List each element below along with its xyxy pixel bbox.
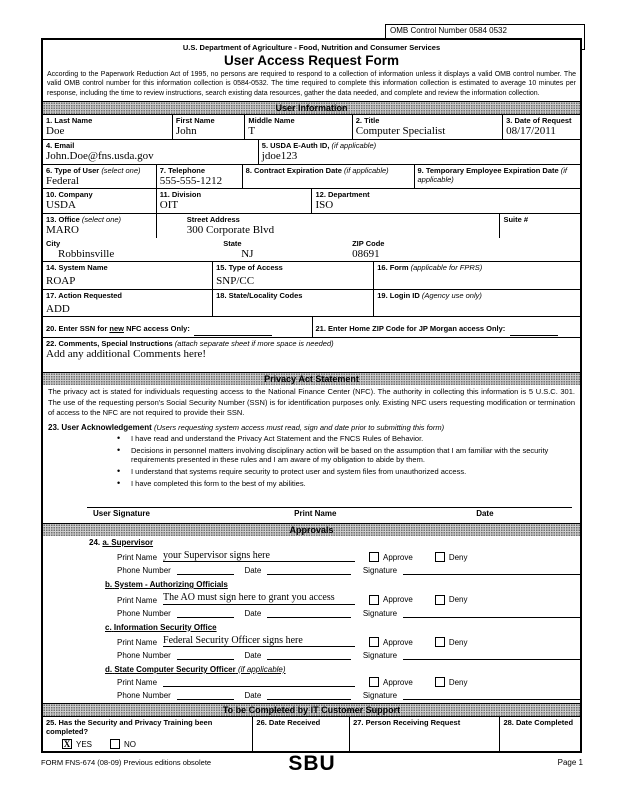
iso-approve-label: Approve (383, 637, 413, 647)
iso-phone-label: Phone Number (117, 651, 171, 661)
home-zip-field-line[interactable] (510, 326, 558, 336)
iso-phone-field-line[interactable] (177, 650, 235, 660)
scso-date-field-line[interactable] (267, 690, 350, 700)
telephone-label: 7. Telephone (159, 165, 206, 175)
ao-date-field-line[interactable] (267, 608, 350, 618)
field-date-of-request[interactable] (502, 115, 580, 139)
section-header-user-information: User Information (43, 101, 580, 114)
type-of-user-value[interactable]: Federal (46, 174, 79, 187)
ao-signature-label: Signature (362, 608, 398, 618)
supervisor-deny-label: Deny (448, 552, 468, 562)
form-fprs-label-text: 16. Form (377, 263, 409, 273)
field-suite[interactable] (499, 214, 580, 238)
type-of-user-label-note: (select one) (101, 165, 141, 175)
scso-deny-label: Deny (448, 677, 468, 687)
login-id-label-text: 19. Login ID (377, 290, 420, 300)
field-date-completed[interactable] (499, 717, 580, 751)
section-header-privacy-act: Privacy Act Statement (43, 372, 580, 385)
office-label-note: (select one) (81, 214, 122, 224)
training-yes-checkbox[interactable]: X (63, 739, 71, 750)
division-value[interactable]: OIT (159, 199, 179, 212)
acknowledgement-bullet-3: • I understand that systems require security to protect user and system files from unauthorized access. (43, 466, 580, 478)
it-support-row (43, 716, 580, 751)
supervisor-approve-checkbox[interactable] (369, 552, 379, 562)
division-label: 11. Division (159, 190, 202, 200)
ao-phone-label: Phone Number (117, 608, 171, 618)
office-label-text: 13. Office (46, 214, 80, 224)
zip-value[interactable]: 08691 (352, 247, 380, 260)
form-fprs-label (377, 263, 577, 272)
comments-value[interactable]: Add any additional Comments here! (46, 348, 207, 361)
approval-title-text-d: State Computer Security Officer (114, 665, 236, 675)
field-date-received[interactable] (252, 717, 349, 751)
supervisor-date-label: Date (244, 566, 262, 576)
department-label: 12. Department (315, 190, 370, 200)
field-type-of-user[interactable] (43, 165, 156, 189)
field-action-requested[interactable] (43, 290, 212, 317)
row-office (43, 213, 580, 238)
approval-block-authorizing-officials (43, 578, 580, 621)
iso-date-label: Date (244, 651, 262, 661)
training-yes-label: YES (76, 739, 93, 749)
field-zip[interactable] (349, 238, 580, 262)
supervisor-phone-date-signature-row (43, 565, 580, 575)
approval-title-text-b: System - Authorizing Officials (114, 580, 228, 590)
training-no-checkbox[interactable] (110, 739, 120, 749)
ssn-label-post: NFC access Only: (126, 324, 190, 334)
middle-name-label: Middle Name (248, 116, 295, 126)
ao-phone-date-signature-row (43, 608, 580, 618)
training-completed-label: 25. Has the Security and Privacy Training been completed? (46, 718, 213, 737)
iso-print-name-field[interactable] (163, 635, 355, 648)
action-requested-value[interactable]: ADD (46, 302, 70, 315)
first-name-label: First Name (175, 116, 215, 126)
contract-expiration-label-note: (if applicable) (344, 165, 389, 175)
eauth-label (262, 141, 577, 150)
office-label (46, 215, 153, 224)
scso-signature-label: Signature (362, 691, 398, 701)
supervisor-phone-label: Phone Number (117, 566, 171, 576)
field-department[interactable] (311, 189, 580, 213)
user-acknowledgement-note: (Users requesting system access must read, sign and date prior to submitting this form) (153, 422, 445, 432)
ao-approve-checkbox[interactable] (369, 595, 379, 605)
ao-signature-field-line[interactable] (403, 608, 580, 618)
eauth-label-text: 5. USDA E-Auth ID, (261, 140, 330, 150)
supervisor-print-name-field[interactable] (163, 550, 355, 563)
company-value[interactable]: USDA (46, 199, 76, 212)
ao-approve-option (369, 595, 413, 605)
eauth-value[interactable]: jdoe123 (261, 149, 298, 162)
form-title: User Access Request Form (223, 53, 400, 68)
supervisor-print-name-value: your Supervisor signs here (163, 549, 270, 561)
field-contract-expiration[interactable] (242, 165, 414, 189)
temp-expiration-label-note: (if applicable) (417, 165, 567, 184)
form-body (41, 38, 582, 753)
scso-approve-label: Approve (383, 677, 413, 687)
state-locality-codes-label: 18. State/Locality Codes (216, 290, 303, 300)
company-label: 10. Company (46, 190, 93, 200)
supervisor-print-name-label: Print Name (117, 553, 158, 563)
ssn-label-pre: 20. Enter SSN for (46, 324, 108, 334)
iso-date-field-line[interactable] (267, 650, 350, 660)
field-comments[interactable] (43, 338, 580, 372)
scso-deny-checkbox[interactable] (435, 677, 445, 687)
section-header-approvals: Approvals (43, 523, 580, 536)
iso-approve-checkbox[interactable] (369, 637, 379, 647)
field-ssn[interactable] (43, 317, 312, 337)
ao-approve-label: Approve (383, 595, 413, 605)
date-of-request-label: 3. Date of Request (506, 116, 572, 126)
iso-phone-date-signature-row (43, 650, 580, 660)
ao-date-label: Date (244, 608, 262, 618)
scso-phone-date-signature-row (43, 690, 580, 700)
row-city-state-zip (43, 238, 580, 262)
iso-print-name-label: Print Name (117, 638, 158, 648)
type-of-access-label: 15. Type of Access (216, 263, 283, 273)
supervisor-deny-option (435, 552, 468, 562)
signature-labels-row (43, 508, 580, 523)
title-value[interactable]: Computer Specialist (355, 125, 446, 138)
login-id-label (377, 291, 577, 300)
user-signature-line[interactable] (87, 496, 572, 508)
type-of-user-label-text: 6. Type of User (46, 165, 100, 175)
row-email (43, 139, 580, 164)
contract-expiration-label-text: 8. Contract Expiration Date (245, 165, 342, 175)
supervisor-deny-checkbox[interactable] (435, 552, 445, 562)
print-name-label: Print Name (294, 508, 337, 518)
omb-control-number: OMB Control Number 0584 0532 (390, 26, 507, 35)
form-fprs-label-note: (applicable for FPRS) (410, 263, 483, 273)
supervisor-signature-field-line[interactable] (403, 565, 580, 575)
approval-block-state-security-officer (43, 663, 580, 703)
city-value[interactable]: Robbinsville (58, 247, 115, 260)
supervisor-signature-label: Signature (362, 566, 398, 576)
contract-expiration-label (246, 166, 411, 175)
field-state-locality-codes[interactable] (212, 290, 373, 317)
ao-deny-checkbox[interactable] (435, 595, 445, 605)
page-number: Page 1 (557, 758, 583, 767)
date-completed-label: 28. Date Completed (503, 718, 574, 728)
action-requested-label: 17. Action Requested (46, 290, 122, 300)
street-address-value[interactable]: 300 Corporate Blvd (186, 223, 275, 236)
training-no-label: NO (124, 739, 137, 749)
iso-approve-option (369, 637, 413, 647)
date-label: Date (476, 508, 494, 518)
ao-print-name-field[interactable] (163, 592, 355, 605)
approval-block-supervisor (43, 536, 580, 579)
approval-title-text-c: Information Security Office (113, 622, 217, 632)
iso-deny-checkbox[interactable] (435, 637, 445, 647)
field-person-receiving-request[interactable] (349, 717, 499, 751)
iso-print-name-row (43, 635, 580, 648)
field-last-name[interactable] (43, 115, 172, 139)
acknowledgement-bullet-2: • Decisions in personnel matters involving disciplinary action will be based on the assumption that I am familiar with the security requirements presented in these rules and I am aware of my obligation to abide by them. (43, 445, 580, 467)
iso-print-name-value: Federal Security Officer signs here (163, 634, 303, 646)
iso-deny-option (435, 637, 468, 647)
supervisor-approve-label: Approve (383, 552, 413, 562)
scso-deny-option (435, 677, 468, 687)
section-header-it-customer-support: To be Completed by IT Customer Support (43, 703, 580, 716)
email-value[interactable]: John.Doe@fns.usda.gov (46, 149, 154, 162)
scso-print-name-row (43, 677, 580, 687)
date-received-label: 26. Date Received (256, 718, 321, 728)
email-label: 4. Email (46, 140, 75, 150)
row-action (43, 289, 580, 317)
iso-deny-label: Deny (448, 637, 468, 647)
scso-signature-field-line[interactable] (403, 690, 580, 700)
acknowledgement-bullet-4: • I have completed this form to the best of my abilities. (43, 478, 580, 490)
row-system (43, 261, 580, 289)
user-signature-label: User Signature (93, 508, 150, 518)
approval-title-information-security (43, 623, 580, 632)
home-zip-label: 21. Enter Home ZIP Code for JP Morgan access Only: (315, 324, 506, 334)
row-company (43, 188, 580, 213)
field-type-of-access[interactable] (212, 262, 373, 289)
field-login-id[interactable] (373, 290, 580, 317)
sbu-marking: SBU (288, 752, 336, 775)
ssn-label (46, 324, 190, 333)
paperwork-reduction-notice: According to the Paperwork Reduction Act of 1995, no persons are required to respond to a collection of information unless it displays a valid OMB control number. The valid OMB control number for this information collection is 0584-0532. The time required to complete this information collection is estimated to average 10 minutes per response, including the time to review instructions, search existing data resources, gather the data needed, and complete and review the information collection. (47, 71, 576, 97)
iso-signature-label: Signature (362, 651, 398, 661)
telephone-value[interactable]: 555-555-1212 (159, 174, 223, 187)
approval-letter-c: c. (105, 622, 112, 632)
approval-title-authorizing-officials (43, 580, 580, 589)
form-number-text: FORM FNS-674 (08-09) Previous editions obsolete (41, 758, 212, 767)
temp-expiration-label (418, 166, 577, 184)
office-value[interactable]: MARO (46, 223, 80, 236)
middle-name-value[interactable]: T (248, 125, 256, 138)
system-name-value[interactable]: ROAP (46, 275, 76, 288)
approvals-item-number: 24. (89, 537, 101, 547)
approval-letter-b: b. (105, 580, 113, 590)
field-form-fprs[interactable] (373, 262, 580, 289)
ao-deny-option (435, 595, 468, 605)
field-eauth-id[interactable] (258, 140, 580, 164)
state-label: State (223, 238, 242, 248)
state-value[interactable]: NJ (241, 247, 254, 260)
field-street-address[interactable] (156, 214, 500, 238)
supervisor-date-field-line[interactable] (267, 565, 350, 575)
acknowledgement-bullet-1: • I have read and understand the Privacy Act Statement and the FNCS Rules of Behavior. (43, 433, 580, 445)
eauth-label-note: (if applicable) (331, 140, 377, 150)
agency-name: U.S. Department of Agriculture - Food, Nutrition and Consumer Services (182, 43, 441, 52)
row-comments (43, 337, 580, 372)
approval-letter-a: a. (102, 537, 110, 547)
approval-letter-d: d. (105, 665, 113, 675)
iso-signature-field-line[interactable] (403, 650, 580, 660)
ssn-label-underlined-word: new (109, 324, 124, 334)
field-office[interactable] (43, 214, 156, 238)
scso-print-name-field[interactable] (163, 686, 355, 687)
type-of-user-label (46, 166, 153, 175)
department-value[interactable]: ISO (315, 199, 334, 212)
scso-phone-label: Phone Number (117, 691, 171, 701)
scso-phone-field-line[interactable] (177, 690, 235, 700)
supervisor-print-name-row (43, 550, 580, 563)
first-name-value[interactable]: John (175, 125, 197, 138)
zip-label: ZIP Code (352, 238, 385, 248)
supervisor-phone-field-line[interactable] (177, 565, 235, 575)
approval-title-text-a: Supervisor (111, 537, 154, 547)
ao-print-name-row (43, 592, 580, 605)
ao-print-name-value: The AO must sign here to grant you access (163, 592, 335, 604)
user-acknowledgement-label: 23. User Acknowledgement (48, 422, 152, 432)
row-user-type (43, 164, 580, 189)
ssn-field-line[interactable] (194, 326, 272, 336)
system-name-label: 14. System Name (46, 263, 108, 273)
field-first-name[interactable] (172, 115, 244, 139)
scso-date-label: Date (244, 691, 262, 701)
comments-label-note: (attach separate sheet if more space is needed) (174, 339, 334, 349)
row-names (43, 114, 580, 139)
title-label: 2. Title (355, 116, 380, 126)
ao-phone-field-line[interactable] (177, 608, 235, 618)
field-title[interactable] (352, 115, 502, 139)
login-id-label-note: (Agency use only) (421, 290, 482, 300)
type-of-access-value[interactable]: SNP/CC (216, 275, 255, 288)
field-telephone[interactable] (156, 165, 242, 189)
approval-block-information-security (43, 621, 580, 664)
field-system-name[interactable] (43, 262, 212, 289)
field-email[interactable] (43, 140, 258, 164)
last-name-value[interactable]: Doe (46, 125, 65, 138)
ao-print-name-label: Print Name (117, 595, 158, 605)
field-city[interactable] (43, 238, 220, 262)
scso-approve-option (369, 677, 413, 687)
approval-title-note-d: (if applicable) (237, 665, 286, 675)
field-home-zip[interactable] (312, 317, 581, 337)
last-name-label: 1. Last Name (46, 116, 93, 126)
field-training-completed (43, 717, 252, 751)
field-state[interactable] (220, 238, 349, 262)
training-completed-options (46, 739, 249, 749)
scso-approve-checkbox[interactable] (369, 677, 379, 687)
comments-label-text: 22. Comments, Special Instructions (46, 339, 173, 349)
street-address-label: Street Address (186, 214, 240, 224)
suite-label: Suite # (503, 214, 529, 224)
date-of-request-value[interactable]: 08/17/2011 (506, 125, 556, 138)
comments-label (46, 339, 577, 348)
city-label: City (46, 238, 61, 248)
approval-title-state-security-officer (43, 665, 580, 674)
privacy-act-statement: The privacy act is stated for individuals requesting access to the National Finance Center (NFC). The authority in collecting this information is 5 U.S.C. 301. The use of the requesting person's Social Security Number (SSN) is for identification purposes only. Existing NFC users requesting modification or termination of access to the NFC are not required to provide their SSN. (48, 387, 575, 417)
field-company[interactable] (43, 189, 156, 213)
row-ssn-zip (43, 316, 580, 337)
ao-deny-label: Deny (448, 595, 468, 605)
supervisor-approve-option (369, 552, 413, 562)
temp-expiration-label-text: 9. Temporary Employee Expiration Date (417, 165, 559, 175)
scso-print-name-label: Print Name (117, 678, 158, 688)
user-acknowledgement-heading (43, 421, 580, 433)
field-division[interactable] (156, 189, 312, 213)
field-temp-employee-expiration[interactable] (414, 165, 580, 189)
field-middle-name[interactable] (244, 115, 351, 139)
approval-title-supervisor (43, 538, 580, 547)
person-receiving-request-label: 27. Person Receiving Request (353, 718, 461, 728)
